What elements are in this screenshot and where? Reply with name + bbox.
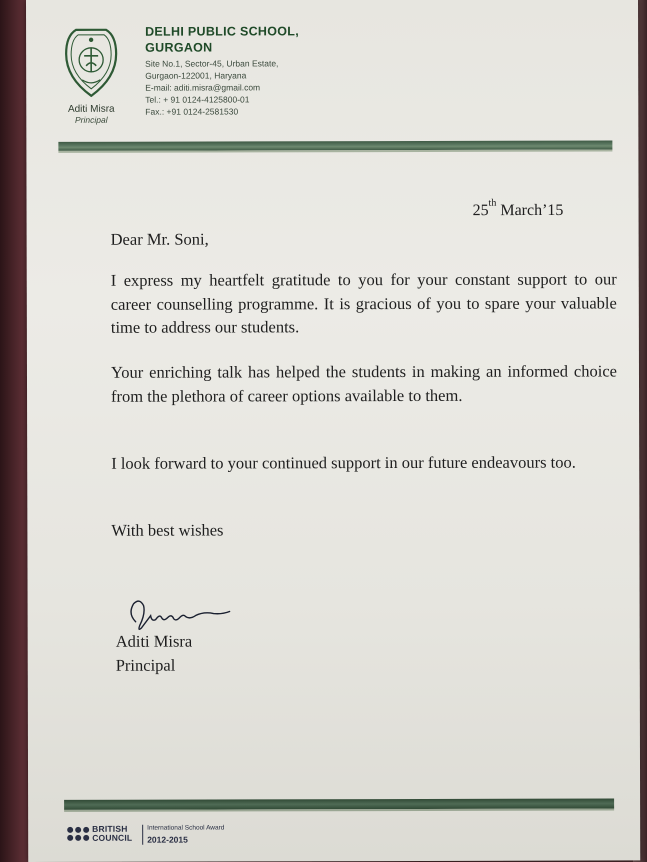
footer-divider [64, 798, 614, 809]
award-label: International School Award [147, 824, 225, 832]
date-suffix: th [488, 197, 497, 209]
signatory-title: Principal [115, 655, 176, 675]
letterhead-divider [58, 140, 612, 150]
closing: With best wishes [111, 520, 224, 540]
british-council-dots-icon [66, 826, 90, 842]
school-name [145, 23, 299, 55]
bc-line1: BRITISH [92, 823, 128, 834]
paragraph-impact: Your enriching talk has helped the students in making an informed choice from the plethora of career options available to them. [110, 361, 617, 406]
footer-separator [142, 825, 143, 845]
letter-date [472, 197, 564, 221]
letter-paper [26, 0, 640, 862]
award-years: 2012-2015 [147, 834, 188, 845]
fax-line: Fax.: +91 0124-2581530 [145, 106, 239, 117]
date-day: 25 [472, 202, 489, 220]
address-line2: Gurgaon-122001, Haryana [145, 70, 247, 81]
british-council-logo-text [92, 825, 132, 843]
signatory-name: Aditi Misra [115, 631, 193, 651]
paragraph-future-support: I look forward to your continued support in our future endeavours too. [111, 452, 576, 473]
address-line1: Site No.1, Sector-45, Urban Estate, [145, 58, 279, 69]
salutation: Dear Mr. Soni, [110, 229, 209, 249]
principal-name-letterhead: Aditi Misra [67, 103, 115, 115]
school-name-line1: DELHI PUBLIC SCHOOL, [145, 24, 300, 39]
school-address [145, 57, 278, 117]
school-crest-icon [62, 26, 120, 102]
paragraph-gratitude: I express my heartfelt gratitude to you for your constant support to our career counselling programme. It is gracious of you to spare your valuable time to address our students. [110, 269, 617, 337]
tel-line: Tel.: + 91 0124-4125800-01 [145, 94, 250, 105]
date-month-year: March’15 [496, 201, 564, 220]
school-name-line2: GURGAON [145, 40, 213, 55]
email-line: E-mail: aditi.misra@gmail.com [145, 82, 261, 93]
principal-title-letterhead: Principal [74, 114, 108, 125]
bc-line2: COUNCIL [92, 832, 133, 843]
